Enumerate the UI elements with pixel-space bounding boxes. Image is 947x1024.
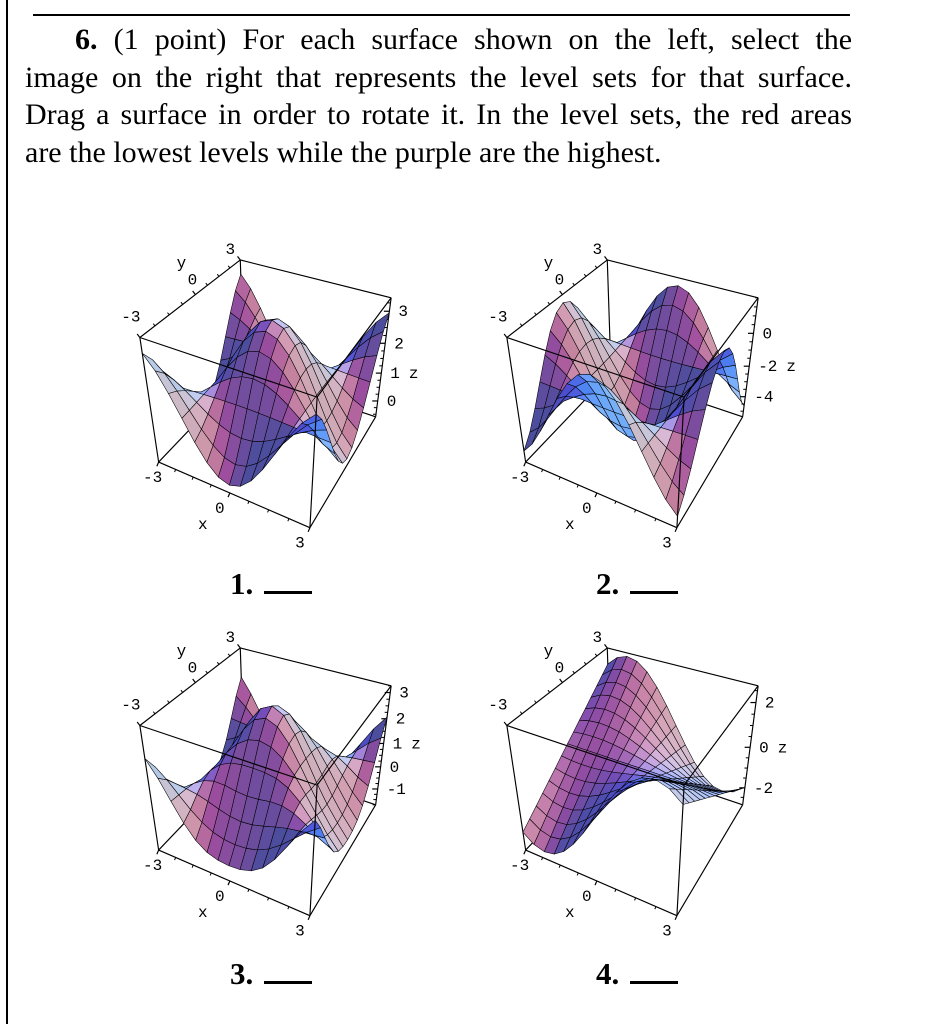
surface-plot-2[interactable] [462,236,802,571]
svg-text:z: z [777,739,788,758]
svg-text:3: 3 [295,534,305,553]
surface-plot-1-canvas[interactable] [95,236,435,571]
question-line-1-text: (1 point) For each surface shown on the left, select the [113,23,853,56]
surface-plot-1[interactable] [95,236,435,571]
figure-2-caption [596,566,678,602]
figure-3-caption [230,956,312,992]
figure-4-number: 4. [596,956,620,991]
surface-plot-2-canvas[interactable] [462,236,802,571]
svg-text:2: 2 [764,694,775,713]
question-line-1 [25,21,852,59]
svg-text:3: 3 [662,922,672,941]
figure-1-answer-blank[interactable] [264,591,312,594]
svg-text:2: 2 [395,710,406,729]
surface-mesh [145,677,387,871]
svg-text:-3: -3 [121,696,141,715]
figure-2-number: 2. [596,566,620,601]
svg-text:0: 0 [389,758,400,777]
svg-text:-3: -3 [488,696,508,715]
svg-text:-3: -3 [121,308,141,327]
svg-text:3: 3 [592,241,603,259]
svg-text:-3: -3 [488,308,508,327]
svg-text:x: x [564,516,575,534]
surface-mesh [524,286,744,517]
question-line-2: image on the right that represents the level sets for that surface. [25,60,852,94]
question-number: 6. [75,23,98,56]
svg-text:z: z [786,358,797,377]
svg-text:-3: -3 [142,469,163,488]
svg-text:y: y [543,642,554,661]
svg-text:y: y [543,254,554,273]
svg-text:-2: -2 [753,779,774,798]
svg-text:3: 3 [592,629,603,647]
svg-text:0: 0 [581,888,592,906]
svg-text:0: 0 [187,271,198,290]
svg-text:1: 1 [392,735,403,754]
svg-text:3: 3 [225,629,236,647]
svg-text:0: 0 [759,739,769,758]
svg-text:-3: -3 [509,857,530,876]
svg-text:1: 1 [390,365,400,384]
svg-text:x: x [197,516,208,534]
svg-text:-3: -3 [142,857,163,876]
figure-1-number: 1. [230,566,254,601]
surface-plot-3-canvas[interactable] [95,624,435,959]
surface-mesh [523,656,745,854]
top-divider-line [33,14,850,16]
figure-3-answer-blank[interactable] [264,981,312,984]
svg-text:z: z [408,365,419,384]
svg-text:0: 0 [762,325,773,344]
figure-4-caption [596,956,678,992]
figure-3-number: 3. [230,956,254,991]
svg-text:-4: -4 [754,388,774,407]
surface-plot-3[interactable] [95,624,435,959]
svg-text:3: 3 [295,922,305,941]
svg-text:2: 2 [394,335,404,354]
figure-1-caption [230,566,312,602]
figure-2-answer-blank[interactable] [630,591,678,594]
left-border-line [6,0,8,1024]
svg-text:0: 0 [386,393,397,411]
svg-text:3: 3 [662,534,672,553]
svg-text:0: 0 [187,659,198,678]
svg-text:-3: -3 [509,469,530,488]
question-line-3: Drag a surface in order to rotate it. In the level sets, the red areas [25,98,852,132]
svg-text:x: x [197,904,208,922]
svg-text:y: y [176,642,187,661]
svg-text:x: x [564,904,575,922]
surface-plot-4[interactable] [462,624,802,959]
svg-text:3: 3 [399,684,409,703]
svg-text:3: 3 [398,303,409,322]
svg-text:0: 0 [554,659,565,678]
svg-text:y: y [176,254,187,273]
figure-4-answer-blank[interactable] [630,981,678,984]
svg-text:0: 0 [581,500,592,518]
svg-text:z: z [411,735,421,754]
surface-plot-4-canvas[interactable] [462,624,802,959]
svg-text:0: 0 [214,888,225,906]
svg-text:0: 0 [214,500,225,518]
svg-text:0: 0 [554,271,565,290]
question-line-4: are the lowest levels while the purple are the highest. [25,135,662,169]
svg-text:-2: -2 [758,358,778,377]
svg-text:-1: -1 [386,781,406,799]
svg-text:3: 3 [225,241,236,259]
question-text [25,21,852,171]
